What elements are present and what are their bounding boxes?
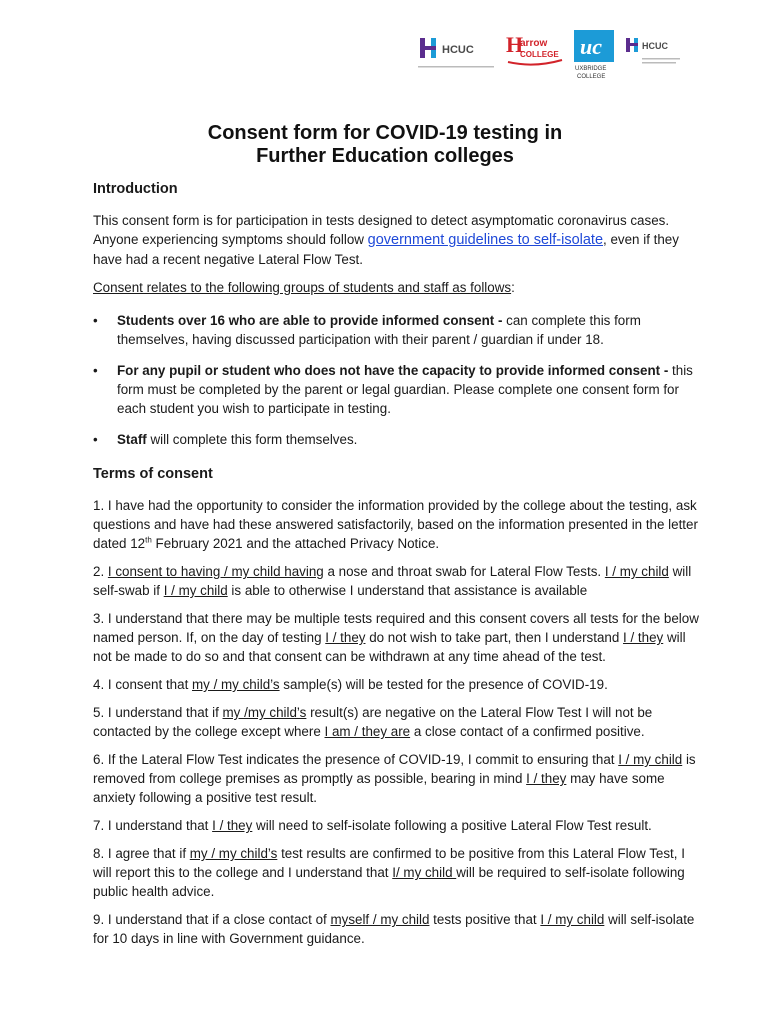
consent-groups-list [93, 311, 705, 449]
hcuc-logo [418, 30, 496, 74]
svg-text:H: H [506, 32, 524, 57]
harrow-college-logo [506, 30, 564, 74]
consent-groups-lead: Consent relates to the following groups of students and staff as follows: [93, 280, 515, 295]
terms-heading: Terms of consent [93, 466, 213, 482]
harrow-logo-text: arrow [520, 38, 548, 49]
introduction-heading: Introduction [93, 181, 178, 197]
government-guidelines-link[interactable]: government guidelines to self-isolate [367, 232, 604, 248]
svg-text:uc: uc [580, 34, 602, 59]
hcuc-logo-secondary [624, 30, 684, 74]
list-item: • For any pupil or student who does not have the capacity to provide informed consent - this form must be completed by the parent or legal guardian. Please complete one consent form for each student you wish to participate in testing. [93, 363, 693, 416]
hcuc2-logo-text: HCUC [642, 41, 668, 51]
page-title [0, 122, 770, 168]
bullet-icon: • [93, 313, 98, 328]
title-line-2: Further Education colleges [256, 145, 514, 167]
introduction-paragraph: This consent form is for participation in tests designed to detect asymptomatic coronavirus cases. Anyone experiencing symptoms should follow government guidelines to self-isolate, even if they have had a recent negative Lateral Flow Test. [93, 213, 679, 267]
term-3: 3. I understand that there may be multiple tests required and this consent covers all tests for the below named person. If, on the day of testing I / they do not wish to take part, then I understand I / they will not be made to do so and that consent can be withdrawn at any time ahead of the test. [93, 611, 699, 664]
term-8: 8. I agree that if my / my child’s test results are confirmed to be positive from this Lateral Flow Test, I will report this to the college and I understand that I/ my child will be required to self-isolate following public health advice. [93, 846, 685, 899]
term-2: 2. I consent to having / my child having a nose and throat swab for Lateral Flow Tests. I / my child will self-swab if I / my child is able to otherwise I understand that assistance is available [93, 564, 692, 598]
uxbridge-college-logo [574, 30, 614, 80]
bullet-icon: • [93, 432, 98, 447]
term-5: 5. I understand that if my /my child’s result(s) are negative on the Lateral Flow Test I will not be contacted by the college except where I am / they are a close contact of a confirmed positive. [93, 705, 653, 739]
term-9: 9. I understand that if a close contact of myself / my child tests positive that I / my child will self-isolate for 10 days in line with Government guidance. [93, 912, 695, 946]
hcuc-logo-text: HCUC [442, 44, 474, 56]
uxbridge-logo-text: UXBRIDGE [575, 66, 607, 72]
list-item: • Students over 16 who are able to provide informed consent - can complete this form themselves, having discussed participation with their parent / guardian if under 18. [93, 313, 641, 347]
title-line-1: Consent form for COVID-19 testing in [207, 122, 563, 144]
bullet-icon: • [93, 363, 98, 378]
list-item: • Staff will complete this form themselves. [93, 432, 358, 447]
document-body [93, 180, 705, 957]
term-1: 1. I have had the opportunity to consider the information provided by the college about the testing, ask questions and have had these answered satisfactorily, based on the information presented in the letter dated 12th February 2021 and the attached Privacy Notice. [93, 498, 698, 551]
uxbridge-logo-college: COLLEGE [577, 74, 606, 80]
term-4: 4. I consent that my / my child’s sample(s) will be tested for the presence of COVID-19. [93, 677, 608, 692]
term-7: 7. I understand that I / they will need to self-isolate following a positive Lateral Flow Test result. [93, 818, 652, 833]
college-logos [418, 30, 680, 80]
term-6: 6. If the Lateral Flow Test indicates the presence of COVID-19, I commit to ensuring that I / my child is removed from college premises as promptly as possible, bearing in mind I / they may have some anxiety following a positive test result. [93, 752, 696, 805]
harrow-logo-college: COLLEGE [520, 50, 559, 59]
